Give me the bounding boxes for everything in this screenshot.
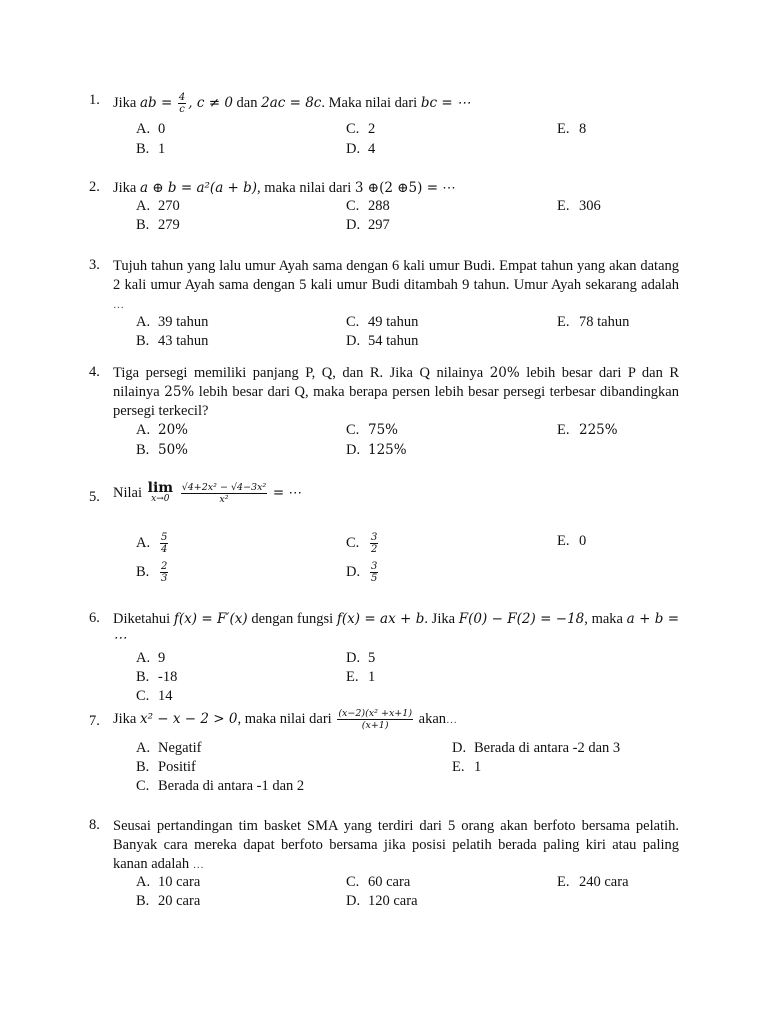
- option-a[interactable]: A. Negatif: [136, 740, 202, 756]
- question-stem: Tujuh tahun yang lalu umur Ayah sama dengan 6 kali umur Budi. Empat tahun yang akan datang 2 kali umur Ayah sama dengan 5 kali umur Budi ditambah 9 tahun. Umur Ayah sekarang adalah …: [113, 258, 679, 311]
- option-c[interactable]: C. $\frac{3}{2}$: [346, 532, 378, 555]
- option-b[interactable]: B. $\frac{2}{3}$: [136, 561, 168, 584]
- option-c[interactable]: C. 14: [136, 688, 173, 704]
- option-a[interactable]: A. 20%: [136, 422, 189, 438]
- option-b[interactable]: B. 43 tahun: [136, 333, 209, 349]
- option-d[interactable]: D. 5: [346, 650, 376, 666]
- question-2: [89, 179, 679, 198]
- fraction: $\frac{5}{4}$: [161, 532, 168, 555]
- fraction: $\frac{4}{c}$: [178, 92, 186, 115]
- option-e[interactable]: E. 1: [346, 669, 376, 685]
- option-e[interactable]: E. 0: [557, 533, 587, 549]
- question-4: [89, 364, 679, 421]
- fraction: $\frac{2}{3}$: [161, 561, 168, 584]
- option-e[interactable]: E. 8: [557, 121, 587, 137]
- question-3: [89, 257, 679, 315]
- option-a[interactable]: A. 39 tahun: [136, 314, 209, 330]
- option-a[interactable]: A. 0: [136, 121, 166, 137]
- fraction: $\frac{\text{√4+2x² − √4−3x²}}{\text{x²}}$: [181, 482, 267, 505]
- option-b[interactable]: B. 1: [136, 141, 166, 157]
- question-stem: Jika a ⊕ b = a²(a + b), maka nilai dari 3 ⊕(2 ⊕5) = ⋯: [113, 180, 456, 196]
- question-stem: Nilai lim x→0 $\frac{\text{√4+2x² − √4−3x²}}{\text{x²}}$ = ⋯: [113, 479, 302, 505]
- option-a[interactable]: A. 10 cara: [136, 874, 201, 890]
- option-a[interactable]: A. 270: [136, 198, 180, 214]
- question-number: 8.: [89, 817, 100, 833]
- question-number: 1.: [89, 92, 100, 108]
- option-e[interactable]: E. 78 tahun: [557, 314, 630, 330]
- option-d[interactable]: D. 120 cara: [346, 893, 418, 909]
- question-stem: Seusai pertandingan tim basket SMA yang terdiri dari 5 orang akan berfoto bersama pelatih. Banyak cara mereka dapat berfoto bersama jika posisi pelatih berada paling kiri atau paling kanan adalah …: [113, 818, 679, 872]
- question-number: 7.: [89, 713, 100, 729]
- option-e[interactable]: E. 240 cara: [557, 874, 629, 890]
- option-b[interactable]: B. -18: [136, 669, 178, 685]
- question-stem: Jika ab = $\frac{4}{c}$ , c ≠ 0 dan 2ac = 8c. Maka nilai dari bc = ⋯: [113, 92, 471, 115]
- option-d[interactable]: D. Berada di antara -2 dan 3: [452, 740, 621, 756]
- question-stem: Jika x² − x − 2 > 0, maka nilai dari $\frac{\text{(x−2)(x² +x+1)}}{(x+1)}$ akan…: [113, 708, 458, 731]
- question-7: [89, 708, 679, 731]
- option-c[interactable]: C. 75%: [346, 422, 399, 438]
- option-a[interactable]: A. 9: [136, 650, 166, 666]
- limit-operator: lim x→0: [147, 479, 174, 504]
- question-6: [89, 610, 679, 648]
- option-c[interactable]: C. Berada di antara -1 dan 2: [136, 778, 305, 794]
- question-number: 5.: [89, 489, 100, 505]
- option-c[interactable]: C. 288: [346, 198, 390, 214]
- question-stem: Diketahui f(x) = F′(x) dengan fungsi f(x) = ax + b. Jika F(0) − F(2) = −18, maka a + b = ⋯: [113, 611, 680, 646]
- option-b[interactable]: B. 50%: [136, 442, 189, 458]
- option-e[interactable]: E. 225%: [557, 422, 618, 438]
- option-d[interactable]: D. $\frac{3}{5}$: [346, 561, 378, 584]
- fraction: $\frac{3}{2}$: [371, 532, 378, 555]
- option-c[interactable]: C. 49 tahun: [346, 314, 419, 330]
- option-e[interactable]: E. 306: [557, 198, 601, 214]
- option-b[interactable]: B. 20 cara: [136, 893, 201, 909]
- question-number: 3.: [89, 257, 100, 273]
- option-e[interactable]: E. 1: [452, 759, 482, 775]
- question-8: [89, 817, 679, 875]
- option-c[interactable]: C. 2: [346, 121, 376, 137]
- option-c[interactable]: C. 60 cara: [346, 874, 411, 890]
- fraction: $\frac{3}{5}$: [371, 561, 378, 584]
- option-d[interactable]: D. 297: [346, 217, 390, 233]
- question-stem: Tiga persegi memiliki panjang P, Q, dan R. Jika Q nilainya 20% lebih besar dari P dan R nilainya 25% lebih besar dari Q, maka berapa persen lebih besar persegi terbesar dibandingkan persegi terkecil?: [113, 365, 680, 419]
- question-5: [89, 479, 679, 505]
- option-d[interactable]: D. 4: [346, 141, 376, 157]
- option-d[interactable]: D. 54 tahun: [346, 333, 419, 349]
- option-b[interactable]: B. 279: [136, 217, 180, 233]
- question-number: 4.: [89, 364, 100, 380]
- question-number: 2.: [89, 179, 100, 195]
- fraction: $\frac{\text{(x−2)(x² +x+1)}}{(x+1)}$: [338, 708, 413, 731]
- option-b[interactable]: B. Positif: [136, 759, 196, 775]
- option-d[interactable]: D. 125%: [346, 442, 407, 458]
- option-a[interactable]: A. $\frac{5}{4}$: [136, 532, 168, 555]
- question-1: [89, 92, 679, 115]
- question-number: 6.: [89, 610, 100, 626]
